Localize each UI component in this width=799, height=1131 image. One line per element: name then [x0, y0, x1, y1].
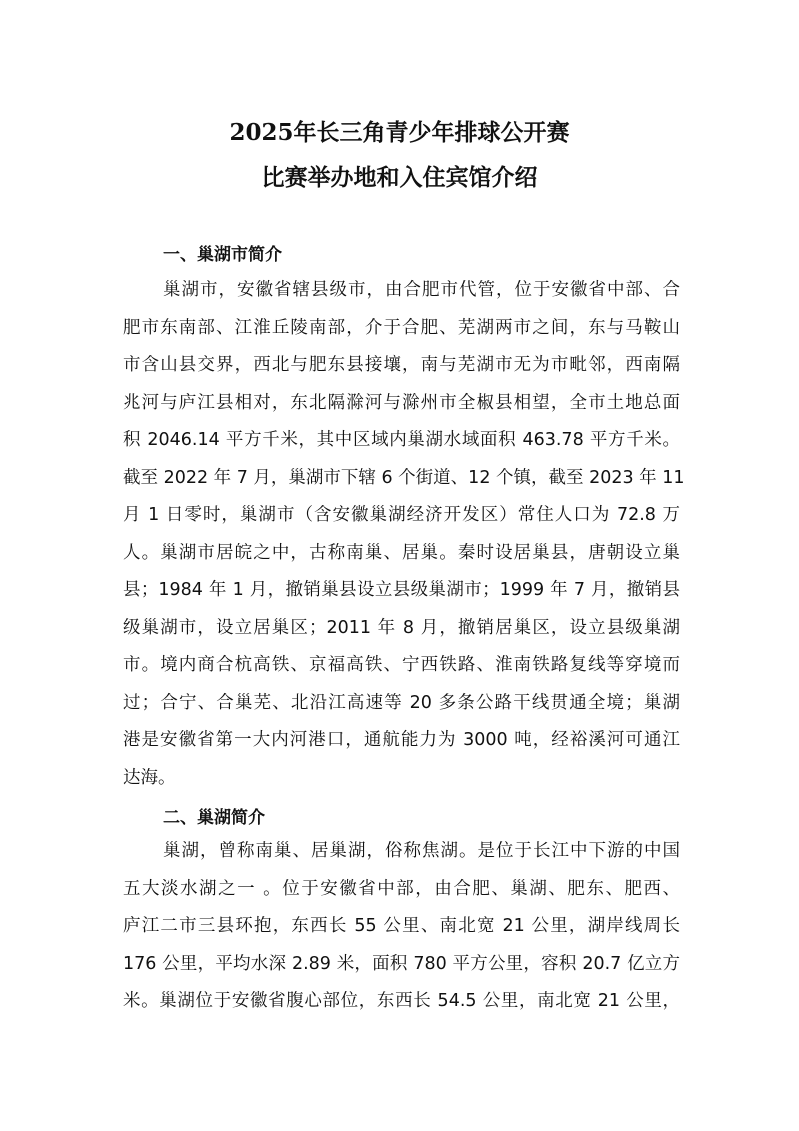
paragraph-line: 米。巢湖位于安徽省腹心部位，东西长 54.5 公里，南北宽 21 公里， — [123, 991, 680, 1011]
paragraph-line: 过；合宁、合巢芜、北沿江高速等 20 多条公路干线贯通全境；巢湖 — [123, 692, 680, 713]
paragraph-line: 人。巢湖市居皖之中，古称南巢、居巢。秦时设居巢县，唐朝设立巢 — [123, 542, 680, 563]
paragraph-line: 级巢湖市，设立居巢区；2011 年 8 月，撤销居巢区，设立县级巢湖 — [123, 617, 680, 638]
paragraph-line: 积 2046.14 平方千米，其中区域内巢湖水域面积 463.78 平方千米。 — [123, 430, 680, 450]
paragraph-line: 达海。 — [123, 767, 176, 788]
section-heading-chaohu-city: 一、巢湖市简介 — [163, 245, 282, 265]
paragraph-line: 港是安徽省第一大内河港口，通航能力为 3000 吨，经裕溪河可通江 — [123, 730, 680, 750]
document-title-line-1: 2025年长三角青少年排球公开赛 — [229, 119, 570, 146]
document-title-line-2: 比赛举办地和入住宾馆介绍 — [261, 164, 538, 191]
section-heading-chaohu-lake: 二、巢湖简介 — [163, 808, 265, 828]
paragraph-line: 月 1 日零时，巢湖市（含安徽巢湖经济开发区）常住人口为 72.8 万 — [123, 505, 680, 525]
paragraph-line: 巢湖市，安徽省辖县级市，由合肥市代管，位于安徽省中部、合 — [163, 280, 680, 300]
paragraph-line: 市。境内商合杭高铁、京福高铁、宁西铁路、淮南铁路复线等穿境而 — [123, 655, 680, 675]
paragraph-line: 市含山县交界，西北与肥东县接壤，南与芜湖市无为市毗邻，西南隔 — [123, 355, 680, 375]
paragraph-line: 五大淡水湖之一 。位于安徽省中部，由合肥、巢湖、肥东、肥西、 — [123, 878, 680, 899]
paragraph-line: 兆河与庐江县相对，东北隔滁河与滁州市全椒县相望，全市土地总面 — [123, 392, 680, 413]
paragraph-line: 肥市东南部、江淮丘陵南部，介于合肥、芜湖两市之间，东与马鞍山 — [123, 317, 680, 338]
paragraph-line: 176 公里，平均水深 2.89 米，面积 780 平方公里，容积 20.7 亿立方 — [123, 953, 680, 974]
paragraph-line: 县；1984 年 1 月，撤销巢县设立县级巢湖市；1999 年 7 月，撤销县 — [123, 580, 680, 600]
paragraph-chaohu-lake — [123, 833, 680, 1021]
paragraph-line: 巢湖，曾称南巢、居巢湖，俗称焦湖。是位于长江中下游的中国 — [163, 841, 680, 861]
paragraph-line: 庐江二市三县环抱，东西长 55 公里、南北宽 21 公里，湖岸线周长 — [123, 916, 680, 936]
paragraph-line: 截至 2022 年 7 月，巢湖市下辖 6 个街道、12 个镇，截至 2023 年 11 — [123, 467, 685, 488]
paragraph-chaohu-city — [123, 272, 685, 797]
